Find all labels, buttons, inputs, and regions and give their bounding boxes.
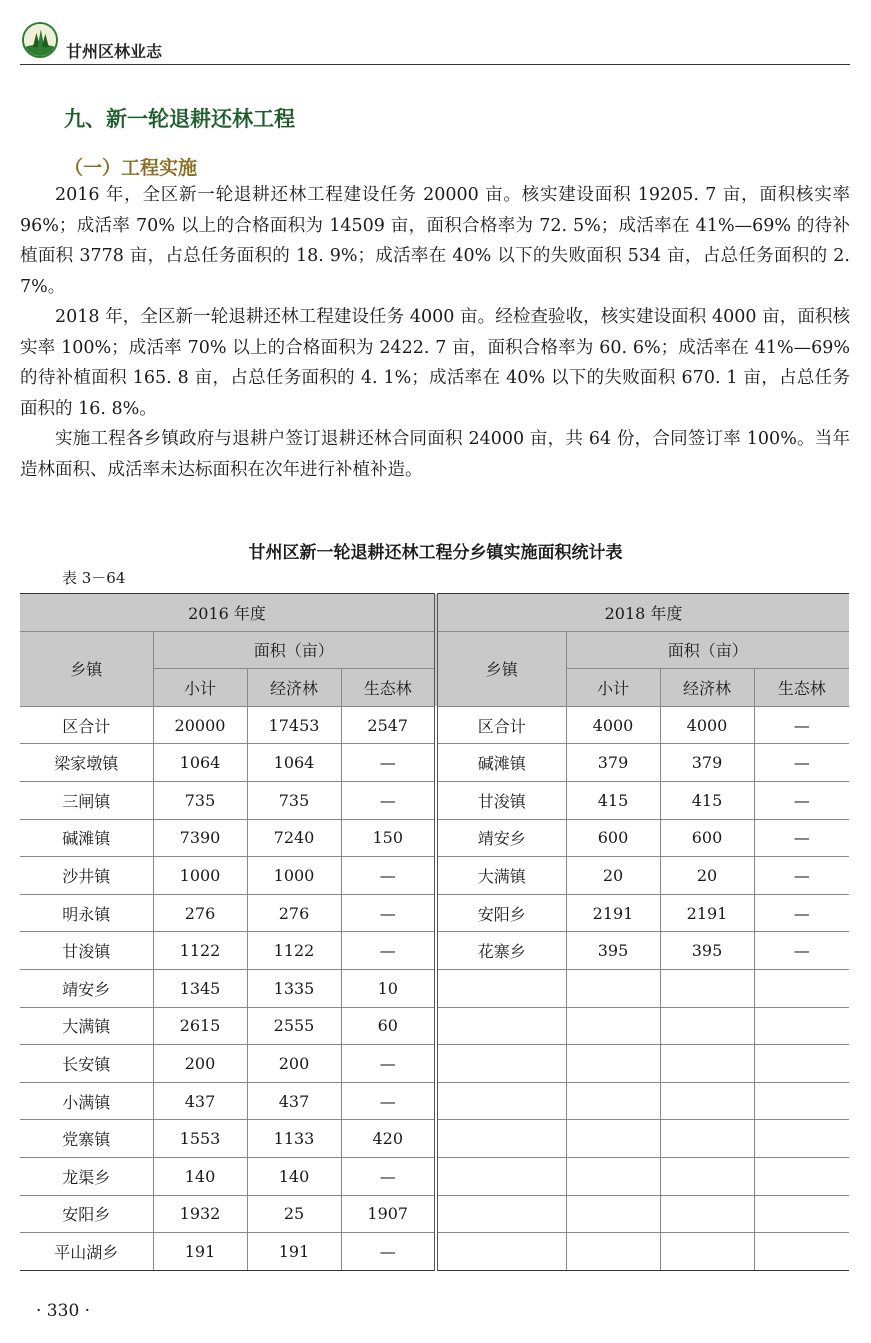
subtotal-2016-cell: 1932 bbox=[153, 1195, 247, 1233]
subtotal-2018-cell: 2191 bbox=[566, 894, 660, 932]
paragraph-2018: 2018 年，全区新一轮退耕还林工程建设任务 4000 亩。经检查验收，核实建设面积 4000 亩，面积核实率 100%；成活率 70% 以上的合格面积为 2422. 7 亩，面积合格率为 60. 6%；成活率在 41%—69% 的待补植面积 165. 8 亩，占总任务面积的 4. 1%；成活率在 40% 以下的失败面积 670. 1 亩，占总任务面积的 16. 8%。 bbox=[20, 307, 850, 419]
town-2018-cell: 甘浚镇 bbox=[436, 781, 566, 819]
ecological-2018-cell: — bbox=[754, 706, 849, 744]
town-2016-cell: 区合计 bbox=[20, 706, 153, 744]
town-2016-cell: 大满镇 bbox=[20, 1007, 153, 1045]
economic-2018-cell: 2191 bbox=[660, 894, 754, 932]
economic-2016-cell: 1133 bbox=[247, 1120, 341, 1158]
table-row bbox=[20, 969, 849, 1007]
subtotal-2016-cell: 2615 bbox=[153, 1007, 247, 1045]
subtotal-2018-cell bbox=[566, 1195, 660, 1233]
table-row bbox=[20, 1120, 849, 1158]
body-text bbox=[20, 180, 850, 485]
town-2018-cell bbox=[436, 969, 566, 1007]
table-row bbox=[20, 1007, 849, 1045]
town-2018-cell bbox=[436, 1120, 566, 1158]
year-2018-header: 2018 年度 bbox=[436, 594, 849, 632]
economic-2018-cell bbox=[660, 1195, 754, 1233]
economic-2016-cell: 1122 bbox=[247, 932, 341, 970]
ecological-2016-cell: 60 bbox=[341, 1007, 436, 1045]
town-2016-cell: 梁家墩镇 bbox=[20, 744, 153, 782]
page-number: · 330 · bbox=[36, 1301, 91, 1321]
subtotal-2018-cell bbox=[566, 1120, 660, 1158]
statistics-table bbox=[20, 593, 849, 1271]
town-2018-cell bbox=[436, 1195, 566, 1233]
ecological-header-2018: 生态林 bbox=[754, 669, 849, 707]
subtotal-2018-cell bbox=[566, 1157, 660, 1195]
economic-2016-cell: 7240 bbox=[247, 819, 341, 857]
economic-2018-cell bbox=[660, 1120, 754, 1158]
economic-2016-cell: 1064 bbox=[247, 744, 341, 782]
section-title: 九、新一轮退耕还林工程 bbox=[64, 107, 295, 131]
town-2016-cell: 三闸镇 bbox=[20, 781, 153, 819]
ecological-2016-cell: — bbox=[341, 857, 436, 895]
area-header-2016: 面积（亩） bbox=[153, 631, 436, 669]
ecological-2018-cell bbox=[754, 1157, 849, 1195]
year-2016-header: 2016 年度 bbox=[20, 594, 436, 632]
table-row bbox=[20, 932, 849, 970]
table-title: 甘州区新一轮退耕还林工程分乡镇实施面积统计表 bbox=[248, 543, 623, 563]
page-header bbox=[20, 20, 850, 65]
table-row bbox=[20, 1045, 849, 1083]
town-2016-cell: 明永镇 bbox=[20, 894, 153, 932]
ecological-2016-cell: — bbox=[341, 894, 436, 932]
town-2018-cell bbox=[436, 1045, 566, 1083]
ecological-2018-cell bbox=[754, 1045, 849, 1083]
economic-2018-cell bbox=[660, 1233, 754, 1271]
table-row bbox=[20, 1157, 849, 1195]
economic-2016-cell: 735 bbox=[247, 781, 341, 819]
town-2018-cell bbox=[436, 1157, 566, 1195]
economic-2016-cell: 1000 bbox=[247, 857, 341, 895]
ecological-2018-cell bbox=[754, 1082, 849, 1120]
ecological-2016-cell: — bbox=[341, 744, 436, 782]
ecological-2016-cell: 420 bbox=[341, 1120, 436, 1158]
ecological-2018-cell: — bbox=[754, 932, 849, 970]
economic-2016-cell: 140 bbox=[247, 1157, 341, 1195]
economic-2016-cell: 200 bbox=[247, 1045, 341, 1083]
economic-2016-cell: 276 bbox=[247, 894, 341, 932]
subtotal-2016-cell: 191 bbox=[153, 1233, 247, 1271]
subtotal-2018-cell: 379 bbox=[566, 744, 660, 782]
town-2016-cell: 平山湖乡 bbox=[20, 1233, 153, 1271]
economic-2018-cell bbox=[660, 1082, 754, 1120]
paragraph-contract: 实施工程各乡镇政府与退耕户签订退耕还林合同面积 24000 亩，共 64 份，合同签订率 100%。当年造林面积、成活率未达标面积在次年进行补植补造。 bbox=[20, 429, 850, 480]
town-2018-cell: 安阳乡 bbox=[436, 894, 566, 932]
town-2016-cell: 碱滩镇 bbox=[20, 819, 153, 857]
town-2016-cell: 沙井镇 bbox=[20, 857, 153, 895]
economic-2018-cell bbox=[660, 1045, 754, 1083]
town-header-2018: 乡镇 bbox=[436, 631, 566, 706]
subtotal-2018-cell bbox=[566, 969, 660, 1007]
town-2018-cell bbox=[436, 1082, 566, 1120]
ecological-2018-cell: — bbox=[754, 781, 849, 819]
table-row bbox=[20, 1082, 849, 1120]
town-2018-cell: 大满镇 bbox=[436, 857, 566, 895]
subtotal-2018-cell: 600 bbox=[566, 819, 660, 857]
subtotal-2016-cell: 140 bbox=[153, 1157, 247, 1195]
subtotal-2016-cell: 437 bbox=[153, 1082, 247, 1120]
subtotal-2016-cell: 200 bbox=[153, 1045, 247, 1083]
ecological-2016-cell: — bbox=[341, 1157, 436, 1195]
economic-2018-cell bbox=[660, 1007, 754, 1045]
subtotal-2016-cell: 276 bbox=[153, 894, 247, 932]
subtotal-2016-cell: 7390 bbox=[153, 819, 247, 857]
economic-2016-cell: 191 bbox=[247, 1233, 341, 1271]
subtotal-2016-cell: 20000 bbox=[153, 706, 247, 744]
subtotal-2016-cell: 1122 bbox=[153, 932, 247, 970]
ecological-2018-cell: — bbox=[754, 894, 849, 932]
ecological-2016-cell: — bbox=[341, 781, 436, 819]
subsection-title: （一）工程实施 bbox=[64, 157, 198, 179]
table-row bbox=[20, 857, 849, 895]
ecological-2018-cell bbox=[754, 969, 849, 1007]
table-number: 表 3－64 bbox=[62, 569, 126, 587]
ecological-2016-cell: 150 bbox=[341, 819, 436, 857]
town-2016-cell: 长安镇 bbox=[20, 1045, 153, 1083]
table-row bbox=[20, 706, 849, 744]
book-title: 甘州区林业志 bbox=[66, 42, 163, 61]
economic-2016-cell: 25 bbox=[247, 1195, 341, 1233]
economic-2018-cell bbox=[660, 969, 754, 1007]
subtotal-2018-cell bbox=[566, 1007, 660, 1045]
economic-2018-cell: 379 bbox=[660, 744, 754, 782]
table-row bbox=[20, 894, 849, 932]
subtotal-header-2016: 小计 bbox=[153, 669, 247, 707]
town-header-2016: 乡镇 bbox=[20, 631, 153, 706]
subtotal-2016-cell: 1000 bbox=[153, 857, 247, 895]
table-row bbox=[20, 744, 849, 782]
town-2018-cell bbox=[436, 1233, 566, 1271]
town-2016-cell: 甘浚镇 bbox=[20, 932, 153, 970]
ecological-header-2016: 生态林 bbox=[341, 669, 436, 707]
economic-2016-cell: 1335 bbox=[247, 969, 341, 1007]
subtotal-header-2018: 小计 bbox=[566, 669, 660, 707]
ecological-2018-cell bbox=[754, 1195, 849, 1233]
subtotal-2018-cell bbox=[566, 1082, 660, 1120]
economic-2016-cell: 2555 bbox=[247, 1007, 341, 1045]
ecological-2016-cell: — bbox=[341, 1233, 436, 1271]
subtotal-2018-cell: 415 bbox=[566, 781, 660, 819]
town-2016-cell: 小满镇 bbox=[20, 1082, 153, 1120]
economic-2018-cell bbox=[660, 1157, 754, 1195]
subtotal-2018-cell: 20 bbox=[566, 857, 660, 895]
economic-2018-cell: 600 bbox=[660, 819, 754, 857]
economic-2016-cell: 437 bbox=[247, 1082, 341, 1120]
subtotal-2018-cell: 4000 bbox=[566, 706, 660, 744]
ecological-2016-cell: — bbox=[341, 1045, 436, 1083]
ecological-2018-cell bbox=[754, 1120, 849, 1158]
economic-2018-cell: 415 bbox=[660, 781, 754, 819]
forest-logo-icon bbox=[22, 22, 58, 58]
ecological-2016-cell: 10 bbox=[341, 969, 436, 1007]
town-2016-cell: 靖安乡 bbox=[20, 969, 153, 1007]
paragraph-2016: 2016 年，全区新一轮退耕还林工程建设任务 20000 亩。核实建设面积 19205. 7 亩，面积核实率 96%；成活率 70% 以上的合格面积为 14509 亩，面积合格率为 72. 5%；成活率在 41%—69% 的待补植面积 3778 亩，占总任务面积的 18. 9%；成活率在 40% 以下的失败面积 534 亩，占总任务面积的 2. 7%。 bbox=[20, 185, 850, 297]
town-2018-cell: 区合计 bbox=[436, 706, 566, 744]
town-2016-cell: 龙渠乡 bbox=[20, 1157, 153, 1195]
table-row bbox=[20, 1233, 849, 1271]
subtotal-2016-cell: 735 bbox=[153, 781, 247, 819]
table-row bbox=[20, 819, 849, 857]
table-body bbox=[20, 706, 849, 1270]
ecological-2018-cell bbox=[754, 1007, 849, 1045]
economic-2018-cell: 4000 bbox=[660, 706, 754, 744]
subtotal-2016-cell: 1553 bbox=[153, 1120, 247, 1158]
economic-2018-cell: 395 bbox=[660, 932, 754, 970]
town-2016-cell: 安阳乡 bbox=[20, 1195, 153, 1233]
economic-2018-cell: 20 bbox=[660, 857, 754, 895]
subtotal-2016-cell: 1345 bbox=[153, 969, 247, 1007]
ecological-2016-cell: — bbox=[341, 932, 436, 970]
ecological-2016-cell: 2547 bbox=[341, 706, 436, 744]
economic-header-2018: 经济林 bbox=[660, 669, 754, 707]
town-2018-cell: 靖安乡 bbox=[436, 819, 566, 857]
economic-2016-cell: 17453 bbox=[247, 706, 341, 744]
subtotal-2018-cell: 395 bbox=[566, 932, 660, 970]
town-2018-cell: 花寨乡 bbox=[436, 932, 566, 970]
economic-header-2016: 经济林 bbox=[247, 669, 341, 707]
subtotal-2016-cell: 1064 bbox=[153, 744, 247, 782]
ecological-2018-cell: — bbox=[754, 744, 849, 782]
table-row bbox=[20, 1195, 849, 1233]
town-2018-cell bbox=[436, 1007, 566, 1045]
subtotal-2018-cell bbox=[566, 1233, 660, 1271]
ecological-2016-cell: — bbox=[341, 1082, 436, 1120]
ecological-2018-cell bbox=[754, 1233, 849, 1271]
town-2016-cell: 党寨镇 bbox=[20, 1120, 153, 1158]
ecological-2018-cell: — bbox=[754, 857, 849, 895]
table-row bbox=[20, 781, 849, 819]
town-2018-cell: 碱滩镇 bbox=[436, 744, 566, 782]
subtotal-2018-cell bbox=[566, 1045, 660, 1083]
area-header-2018: 面积（亩） bbox=[566, 631, 849, 669]
ecological-2016-cell: 1907 bbox=[341, 1195, 436, 1233]
ecological-2018-cell: — bbox=[754, 819, 849, 857]
